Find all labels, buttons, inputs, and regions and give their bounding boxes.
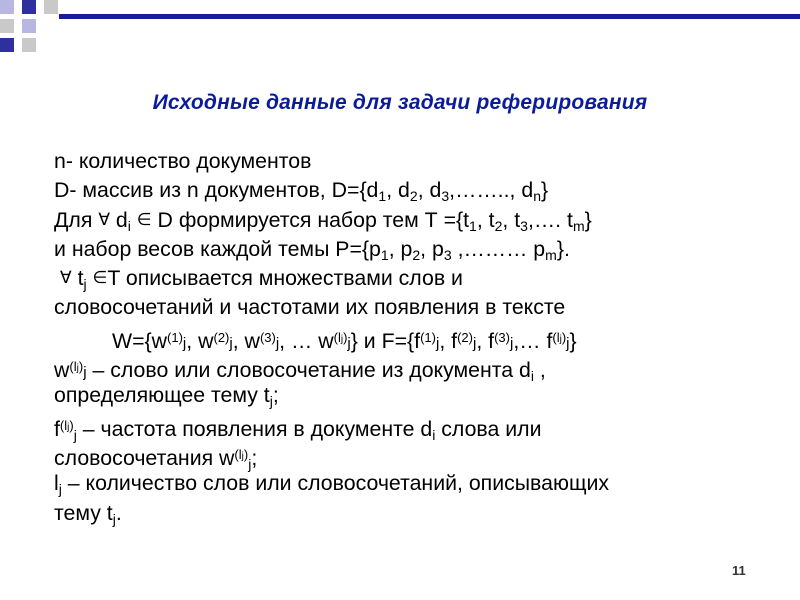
subscript: 2 (494, 217, 503, 234)
text-line (54, 323, 774, 352)
subscript: j (566, 334, 570, 352)
text-run: – слово или словосочетание из документа d (86, 358, 531, 383)
slide-body (54, 147, 774, 528)
subscript: 3 (443, 246, 452, 263)
superscript-part: ) (343, 329, 348, 345)
subscript: j (472, 334, 477, 352)
superscript: (3) (259, 329, 276, 345)
text-line (54, 293, 774, 322)
superscript (60, 418, 74, 433)
deco-square (0, 0, 14, 14)
subscript: i (530, 368, 534, 385)
subscript: 3 (520, 217, 528, 234)
superscript-sub: j (340, 333, 344, 345)
subscript: 1 (380, 246, 389, 263)
subscript: 1 (469, 217, 477, 234)
text-run: ,… f (513, 328, 553, 353)
text-run: , w (232, 328, 260, 353)
text-line (54, 411, 774, 443)
text-run: d (115, 207, 128, 232)
text-run: } и F={f (350, 328, 421, 353)
subscript: j (509, 334, 514, 352)
text-line (54, 469, 774, 498)
text-run: , f (439, 328, 458, 353)
element-of-icon: ∈ (92, 268, 108, 288)
text-run: тему t (54, 500, 113, 525)
text-line (54, 176, 774, 205)
text-run: ; (272, 383, 279, 408)
superscript-part: (l (552, 329, 560, 345)
subscript: j (73, 426, 77, 443)
text-run: ,…….., d (449, 178, 534, 203)
subscript: j (269, 393, 273, 410)
subscript: 2 (412, 246, 421, 263)
text-run: } (584, 207, 592, 232)
text-run: , d (386, 178, 410, 203)
text-line (54, 352, 774, 385)
subscript: j (112, 510, 116, 527)
text-line (54, 147, 774, 176)
superscript (552, 330, 566, 345)
superscript: (2) (213, 329, 230, 345)
decorative-squares (0, 0, 70, 52)
superscript: (2) (457, 329, 473, 345)
text-run: словосочетаний и частотами их появления в тексте (54, 295, 566, 320)
text-run: , t (476, 207, 495, 232)
subscript: m (572, 217, 585, 234)
superscript: (1) (420, 329, 436, 345)
subscript: j (275, 334, 280, 352)
text-line (54, 381, 774, 410)
element-of-icon: ∈ (136, 209, 152, 229)
subscript: n (533, 188, 541, 205)
superscript: (3) (494, 329, 510, 345)
subscript: i (432, 426, 436, 443)
superscript-part: (l (59, 417, 68, 433)
superscript-sub: j (67, 421, 70, 433)
text-run: D формируется набор тем Т ={t (157, 207, 470, 232)
text-run: определяющее тему t (54, 383, 270, 408)
superscript-part: (l (234, 446, 242, 462)
subscript: 3 (441, 188, 450, 205)
text-run: ; (251, 445, 258, 470)
text-run: , d (417, 178, 442, 203)
text-run: . (115, 500, 122, 525)
subscript: j (229, 334, 233, 352)
superscript-sub: j (559, 333, 562, 345)
text-run: T описывается множествами слов и (107, 266, 463, 291)
forall-icon: ∀ (60, 268, 72, 288)
text-run: l (54, 471, 59, 496)
subscript: j (58, 481, 62, 498)
text-run: , p (388, 236, 413, 261)
subscript: 2 (409, 188, 418, 205)
deco-square (22, 0, 36, 14)
text-run: } (541, 178, 549, 203)
superscript (234, 447, 248, 462)
forall-icon: ∀ (98, 209, 110, 229)
text-run: Для (54, 207, 93, 232)
text-run: }. (556, 236, 570, 261)
subscript: j (83, 276, 87, 293)
deco-square (44, 0, 58, 14)
text-run: , (534, 358, 546, 383)
text-run: , t (502, 207, 521, 232)
text-run: w (54, 358, 70, 383)
superscript-part: ) (243, 446, 249, 462)
text-run: и набор весов каждой темы P={p (54, 236, 381, 261)
top-rule (59, 14, 800, 19)
superscript-sub: j (76, 363, 79, 375)
subscript: 1 (378, 188, 387, 205)
slide-title: Исходные данные для задачи реферирования (152, 91, 648, 114)
text-run: f (54, 416, 60, 441)
subscript: j (83, 364, 87, 382)
deco-square (22, 19, 36, 33)
text-run: – частота появления в документе d (76, 416, 433, 441)
subscript: j (248, 455, 252, 472)
text-run: n- количество документов (54, 149, 312, 173)
text-run: слова или (435, 416, 542, 441)
text-run: W={w (112, 328, 168, 353)
text-run: } (569, 328, 577, 353)
text-run: , … w (279, 328, 334, 353)
subscript: j (347, 334, 351, 352)
superscript-part: ) (69, 417, 74, 433)
deco-square (0, 19, 14, 33)
deco-square (22, 38, 36, 52)
text-line (54, 206, 774, 235)
superscript-sub: j (241, 450, 244, 462)
text-run: D- массив из n документов, D={d (54, 178, 379, 203)
text-run: , w (186, 328, 214, 353)
subscript: m (545, 246, 557, 263)
subscript: i (127, 217, 131, 234)
superscript (334, 330, 348, 345)
superscript-part: (l (333, 329, 341, 345)
superscript: (1) (167, 329, 183, 345)
subscript: j (182, 334, 187, 352)
text-line (54, 440, 774, 472)
text-run: словосочетания w (54, 445, 235, 470)
text-line (54, 235, 774, 264)
deco-square (0, 38, 14, 52)
text-line (54, 499, 774, 528)
subscript: j (435, 334, 440, 352)
text-run: , p (420, 236, 444, 261)
superscript (69, 359, 83, 374)
text-run: t (77, 266, 84, 291)
superscript-part: (l (69, 359, 77, 375)
text-line (54, 264, 774, 293)
text-run: ,……… p (451, 236, 546, 261)
superscript-part: ) (561, 329, 567, 345)
text-run: ,…. t (527, 207, 573, 232)
page-number: 11 (732, 563, 746, 578)
text-run: – количество слов или словосочетаний, описывающих (61, 471, 610, 496)
superscript-part: ) (78, 359, 84, 375)
text-run: , f (476, 328, 495, 353)
